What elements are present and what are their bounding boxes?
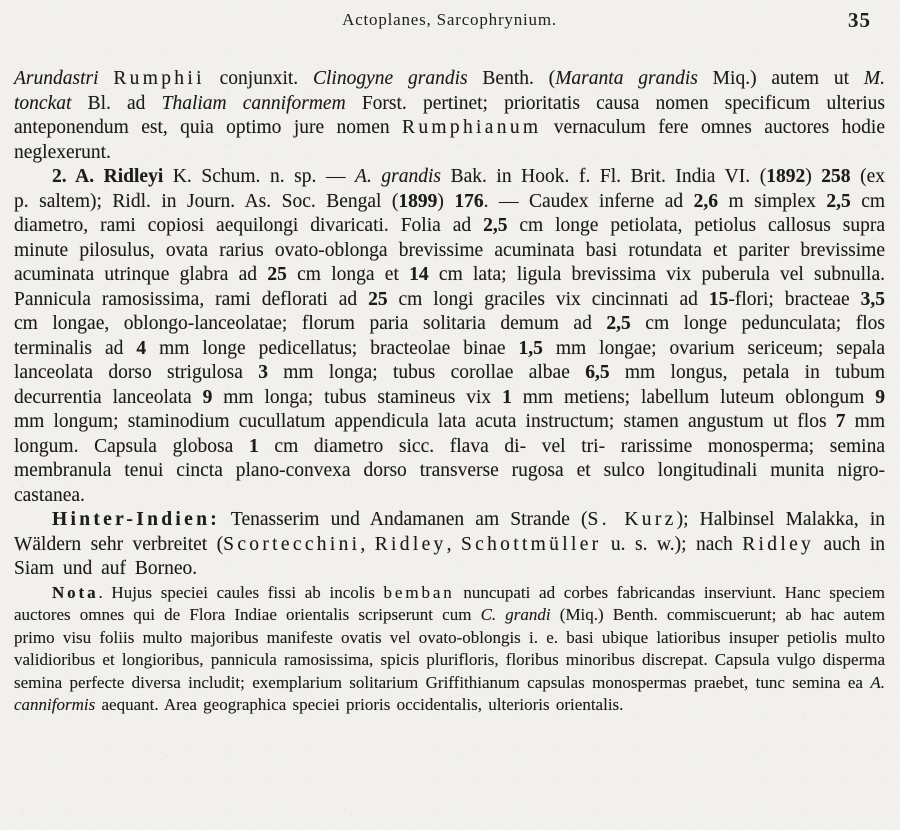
text-run-normal: mm longum; staminodium cucullatum appendicula lata acuta instructum; stamen angustum ut flos (14, 411, 836, 432)
text-run-bold: 1892 (766, 166, 806, 187)
text-run-bold: 15 (708, 288, 729, 310)
text-run-normal: aequant. Area geographica speciei prioris occidentalis, ulterioris orientalis. (95, 695, 624, 714)
text-run-italic: Clinogyne grandis (313, 68, 468, 89)
text-run-normal: cm longe pedunculata; flos terminalis ad (14, 313, 885, 359)
page-body (14, 67, 885, 717)
text-run-normal: u. s. w.); nach (601, 533, 743, 555)
text-run-normal: mm longa; tubus corollae albae (267, 362, 586, 383)
text-run-bold: 258 (821, 166, 851, 187)
text-run-normal (99, 68, 114, 89)
text-run-bold: 3 (258, 362, 268, 383)
text-run-normal: . Hujus speciei caules fissi ab incolis (98, 582, 384, 602)
page-number: 35 (848, 8, 871, 32)
text-run-bold: 9 (202, 386, 213, 408)
text-run-normal: mm longe pedicellatus; bracteolae binae (146, 337, 519, 359)
species-description-paragraph (14, 165, 885, 508)
text-run-normal: cm longe petiolata, petiolus callosus supra minute pilosulus, ovata rarius ovato-oblonga brevissime acuminata basi rotundata et pariter brevissime acuminata utrinque glabra ad (14, 215, 885, 285)
text-run-spaced: Rumphianum (402, 117, 542, 138)
text-run-bold: 25 (267, 264, 287, 285)
text-run-normal: ) (805, 166, 822, 187)
text-run-normal: (ex p. saltem); Ridl. in Journ. As. Soc. Bengal ( (14, 166, 886, 212)
text-run-normal: m simplex (717, 190, 827, 212)
text-run-spaced: Rumphii (113, 68, 205, 89)
distribution-paragraph (14, 508, 885, 582)
text-run-spaced: Scortecchini (223, 533, 361, 555)
text-run-bold: 7 (835, 411, 846, 432)
text-run-normal: cm longi graciles vix cincinnati ad (387, 288, 709, 310)
text-run-normal: mm longum. Capsula globosa (14, 411, 885, 457)
text-run-normal: cm longae, oblongo-lanceolatae; florum paria solitaria demum ad (14, 313, 607, 334)
text-run-bold: 3,5 (860, 288, 885, 310)
text-run-bold: 1 (502, 386, 512, 408)
text-run-normal: conjunxit. (204, 68, 313, 89)
text-run-normal: Forst. pertinet; prioritatis causa nomen specificum ulterius anteponendum est, quia optimo jure nomen (14, 92, 885, 138)
text-run-normal: Bl. ad (71, 92, 162, 114)
text-run-spaced: S. Kurz (587, 509, 677, 530)
running-title: Actoplanes, Sarcophrynium. (342, 10, 557, 29)
text-run-normal: nuncupati ad corbes fabricandas inserviunt. Hanc speciem auctores omnes qui de Flora Indiae orientalis scripserunt cum (14, 582, 885, 624)
text-run-bold: 25 (368, 288, 388, 310)
text-run-italic: Maranta grandis (555, 68, 698, 89)
text-run-italic: C. grandi (480, 605, 551, 624)
text-run-normal: mm longae; ovarium sericeum; sepala lanceolata dorso strigulosa (14, 337, 885, 383)
text-run-bold: 14 (409, 264, 429, 285)
text-run-bold: 2,5 (606, 313, 631, 334)
text-run-italic: Thaliam canniformem (161, 92, 346, 114)
text-run-bold: 2,5 (826, 190, 851, 212)
text-run-spaced: bemban (383, 582, 455, 602)
page-header (14, 8, 885, 36)
text-run-normal: cm diametro, rami copiosi aequilongi divaricati. Folia ad (14, 190, 886, 236)
text-run-normal: -flori; bracteae (728, 288, 861, 310)
text-run-italic: M. tonckat (14, 68, 885, 114)
text-run-bold: 9 (875, 386, 885, 408)
text-run-normal: K. Schum. n. sp. — (163, 166, 356, 187)
text-run-normal: ) (437, 190, 455, 212)
text-run-italic: Arundastri (14, 68, 99, 89)
text-run-normal: , (446, 533, 461, 555)
text-run-bold: 4 (136, 337, 147, 359)
text-run-bold-spaced: Hinter-Indien: (52, 509, 221, 530)
text-run-normal: . — Caudex inferne ad (483, 190, 694, 212)
text-run-bold: 1899 (398, 190, 438, 212)
text-run-bold: 176 (454, 190, 484, 212)
text-run-normal: Benth. ( (467, 68, 556, 89)
text-run-normal: ); Halbinsel Malakka, in Wäldern sehr verbreitet ( (14, 509, 886, 555)
text-run-normal: mm longus, petala in tubum decurrentia lanceolata (14, 362, 885, 408)
nota-paragraph (14, 582, 885, 717)
text-run-normal: (Miq.) Benth. commiscuerunt; ab hac autem primo visu foliis multo majoribus manifeste ovatis vel ovato-oblongis i. e. basi ubique latioribus insuper petiolis multo validioribus et longioribus, pannicula ramosissima, spicis plurifloris, floribus minoribus discrepat. Capsula vulgo disperma semina perfecte diversa includit; exemplarium solitarium Griffithianum capsulas monospermas praebet, tunc semina ea (14, 605, 885, 692)
text-run-bold: 2. A. Ridleyi (52, 166, 164, 187)
text-run-spaced: Schottmüller (460, 533, 602, 555)
text-run-normal: Tenasserim und Andamanen am Strande ( (220, 509, 588, 530)
text-run-italic: A. canniformis (14, 672, 885, 714)
text-run-bold: 2,5 (483, 215, 508, 236)
text-run-normal: cm longa et (286, 264, 410, 285)
text-run-bold: 2,6 (693, 190, 718, 212)
text-run-italic: A. grandis (355, 166, 441, 187)
text-run-bold: 1 (248, 435, 259, 457)
text-run-normal: auch in Siam und auf Borneo. (14, 533, 885, 579)
text-run-normal: Bak. in Hook. f. Fl. Brit. India VI. ( (441, 166, 767, 187)
text-run-normal: cm diametro sicc. flava di- vel tri- rarissime monosperma; semina membranula tenui cincta plano-convexa dorso transverse rugosa et sulco longitudinali munita nigro-castanea. (14, 435, 885, 506)
text-run-normal: cm lata; ligula brevissima vix puberula vel subnulla. Pannicula ramosissima, rami deflorati ad (14, 264, 886, 310)
text-run-bold: 6,5 (585, 362, 610, 383)
text-run-bold: 1,5 (518, 337, 543, 359)
text-run-bold-spaced: Nota (52, 582, 99, 602)
text-run-normal: mm longa; tubus stamineus vix (212, 386, 503, 408)
text-run-normal: mm metiens; labellum luteum oblongum (511, 386, 876, 408)
intro-continuation-paragraph (14, 67, 885, 165)
text-run-normal: Miq.) autem ut (697, 68, 864, 89)
text-run-spaced: Ridley (742, 533, 815, 555)
text-run-normal: , (360, 533, 375, 555)
text-run-spaced: Ridley (374, 533, 447, 555)
text-run-normal: vernaculum fere omnes auctores hodie neglexerunt. (14, 117, 885, 163)
